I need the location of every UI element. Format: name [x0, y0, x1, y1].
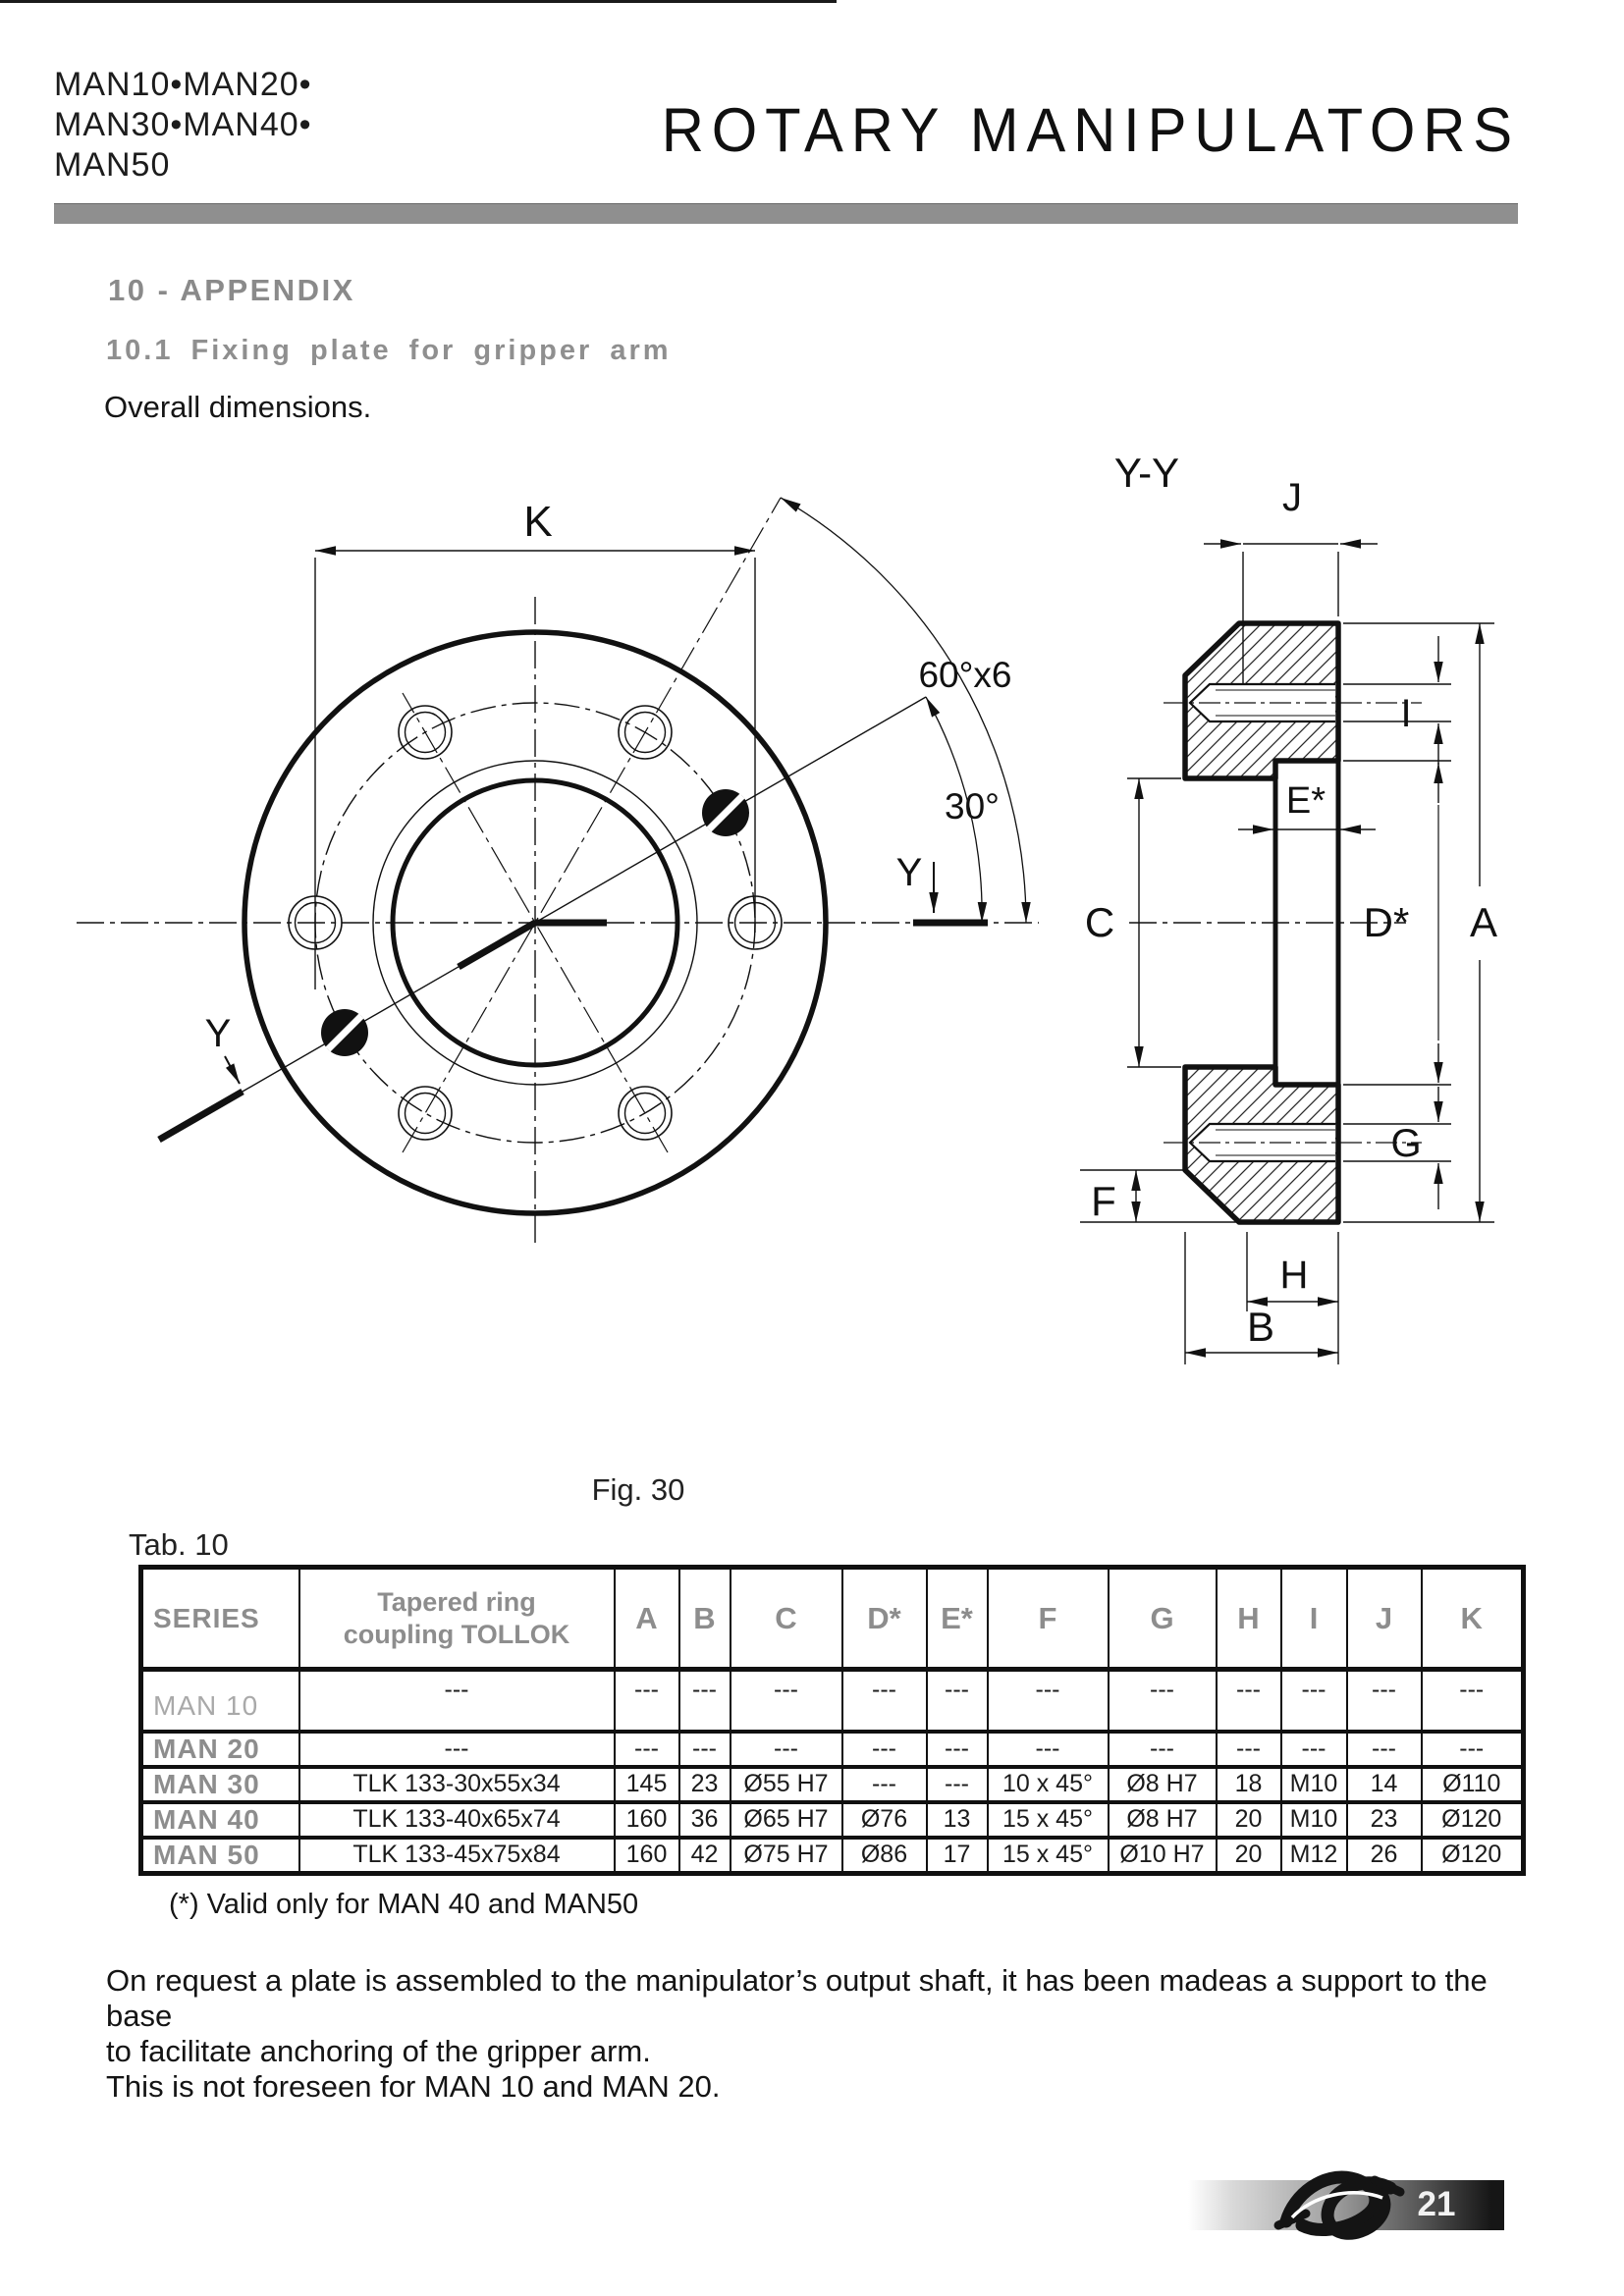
table-footnote: (*) Valid only for MAN 40 and MAN50 — [169, 1889, 639, 1920]
table-row — [141, 1732, 1524, 1767]
model-list-line1: MAN10•MAN20• — [54, 66, 312, 103]
dim-cell: --- — [1217, 1670, 1281, 1732]
dim-cell: --- — [679, 1670, 731, 1732]
dim-cell: --- — [1422, 1732, 1524, 1767]
page-number: 21 — [1417, 2185, 1456, 2223]
series-cell: MAN 40 — [141, 1802, 299, 1838]
series-cell: MAN 20 — [141, 1732, 299, 1767]
label-E: E* — [1285, 780, 1326, 822]
series-cell: MAN 30 — [141, 1767, 299, 1802]
dim-cell: Ø110 — [1422, 1767, 1524, 1802]
dim-cell: M12 — [1281, 1838, 1347, 1874]
dim-header-B: B — [679, 1568, 731, 1670]
series-cell: MAN 50 — [141, 1838, 299, 1874]
dim-cell: 26 — [1347, 1838, 1422, 1874]
dim-header-H: H — [1217, 1568, 1281, 1670]
dim-cell: --- — [679, 1732, 731, 1767]
dim-header-E: E* — [927, 1568, 988, 1670]
tollok-cell: TLK 133-45x75x84 — [299, 1838, 615, 1874]
table-row — [141, 1767, 1524, 1802]
dim-cell: 13 — [927, 1802, 988, 1838]
dim-cell: Ø120 — [1422, 1838, 1524, 1874]
table-label: Tab. 10 — [129, 1527, 229, 1562]
dim-cell: --- — [1422, 1670, 1524, 1732]
dim-cell: 14 — [1347, 1767, 1422, 1802]
dim-cell: --- — [842, 1670, 927, 1732]
tollok-cell: --- — [299, 1732, 615, 1767]
dim-header-A: A — [615, 1568, 679, 1670]
dim-cell: 15 x 45° — [988, 1802, 1109, 1838]
label-B: B — [1246, 1304, 1275, 1350]
label-H: H — [1279, 1254, 1309, 1297]
knot-logo-icon — [1272, 2157, 1406, 2251]
dim-cell: --- — [615, 1670, 679, 1732]
dim-cell: --- — [988, 1670, 1109, 1732]
body-paragraph — [106, 1963, 1540, 2105]
dim-cell: --- — [842, 1767, 927, 1802]
dim-cell: Ø8 H7 — [1109, 1767, 1217, 1802]
dim-cell: 36 — [679, 1802, 731, 1838]
dim-cell: --- — [1281, 1732, 1347, 1767]
section-heading: 10 - APPENDIX — [108, 273, 355, 307]
label-J: J — [1282, 476, 1302, 519]
dim-cell: --- — [1217, 1732, 1281, 1767]
dim-cell: Ø10 H7 — [1109, 1838, 1217, 1874]
dim-cell: --- — [927, 1670, 988, 1732]
dim-header-I: I — [1281, 1568, 1347, 1670]
label-Y-right: Y — [895, 851, 923, 894]
label-YY: Y-Y — [1113, 450, 1180, 496]
tollok-cell: TLK 133-40x65x74 — [299, 1802, 615, 1838]
dim-cell: Ø65 H7 — [731, 1802, 842, 1838]
dim-cell: --- — [1109, 1732, 1217, 1767]
label-30: 30° — [945, 786, 1000, 827]
dim-cell: Ø55 H7 — [731, 1767, 842, 1802]
section-arrow-left — [225, 1056, 240, 1084]
tollok-header-line2: coupling TOLLOK — [343, 1619, 570, 1649]
body-line2: to facilitate anchoring of the gripper arm. — [106, 2034, 651, 2068]
dim-cell: --- — [1347, 1732, 1422, 1767]
table-row — [141, 1802, 1524, 1838]
dim-cell: 17 — [927, 1838, 988, 1874]
figure-caption: Fig. 30 — [591, 1472, 685, 1507]
tapped-hole-I — [1164, 684, 1422, 721]
bolt-hole-240 — [399, 1087, 452, 1140]
dim-cell: 18 — [1217, 1767, 1281, 1802]
tapped-hole-210 — [321, 1009, 368, 1056]
model-list-line3: MAN50 — [54, 146, 171, 184]
dim-cell: 15 x 45° — [988, 1838, 1109, 1874]
dim-cell: --- — [731, 1732, 842, 1767]
dim-cell: 42 — [679, 1838, 731, 1874]
dim-cell: 145 — [615, 1767, 679, 1802]
dim-cell: Ø8 H7 — [1109, 1802, 1217, 1838]
label-60x6: 60°x6 — [918, 655, 1012, 695]
dim-header-F: F — [988, 1568, 1109, 1670]
tollok-header — [299, 1568, 615, 1670]
dim-cell: --- — [927, 1767, 988, 1802]
dim-cell: Ø76 — [842, 1802, 927, 1838]
dim-header-C: C — [731, 1568, 842, 1670]
section-view — [1080, 544, 1494, 1364]
label-A: A — [1469, 899, 1498, 945]
series-header: SERIES — [141, 1568, 299, 1670]
dim-header-G: G — [1109, 1568, 1217, 1670]
dim-cell: Ø75 H7 — [731, 1838, 842, 1874]
front-view — [77, 498, 1039, 1249]
dimension-table — [138, 1565, 1526, 1876]
dim-cell: 20 — [1217, 1802, 1281, 1838]
label-F: F — [1091, 1178, 1116, 1224]
dim-cell: --- — [842, 1732, 927, 1767]
dim-cell: --- — [731, 1670, 842, 1732]
label-G: G — [1390, 1122, 1422, 1165]
section-subheading: 10.1 Fixing plate for gripper arm — [106, 335, 672, 366]
dim-cell: 160 — [615, 1802, 679, 1838]
tollok-header-line1: Tapered ring — [377, 1586, 536, 1617]
dim-header-J: J — [1347, 1568, 1422, 1670]
intro-text: Overall dimensions. — [104, 390, 372, 424]
dim-cell: M10 — [1281, 1767, 1347, 1802]
dim-header-K: K — [1422, 1568, 1524, 1670]
series-cell: MAN 10 — [141, 1670, 299, 1732]
dim-cell: --- — [1109, 1670, 1217, 1732]
dim-cell: --- — [1347, 1670, 1422, 1732]
tapped-hole-G — [1164, 1124, 1422, 1161]
dim-cell: 160 — [615, 1838, 679, 1874]
model-list-line2: MAN30•MAN40• — [54, 106, 312, 143]
label-Y-left: Y — [204, 1012, 232, 1055]
dim-cell: Ø120 — [1422, 1802, 1524, 1838]
label-C: C — [1084, 899, 1115, 945]
table-row — [141, 1838, 1524, 1874]
label-I: I — [1400, 692, 1412, 735]
dim-cell: 10 x 45° — [988, 1767, 1109, 1802]
label-D: D* — [1363, 899, 1410, 945]
dim-cell: --- — [615, 1732, 679, 1767]
tapped-hole-30 — [702, 789, 749, 836]
dim-cell: 20 — [1217, 1838, 1281, 1874]
dim-cell: 23 — [679, 1767, 731, 1802]
body-line1: On request a plate is assembled to the manipulator’s output shaft, it has been madeas a support to the base — [106, 1963, 1488, 2033]
document-title: ROTARY MANIPULATORS — [661, 95, 1520, 165]
table-header-row — [141, 1568, 1524, 1670]
dim-cell: 23 — [1347, 1802, 1422, 1838]
body-line3: This is not foreseen for MAN 10 and MAN 20. — [106, 2069, 721, 2104]
dim-cell: --- — [1281, 1670, 1347, 1732]
table-row — [141, 1670, 1524, 1732]
tollok-cell: --- — [299, 1670, 615, 1732]
section-plane-stubs — [159, 923, 988, 1140]
dim-cell: --- — [988, 1732, 1109, 1767]
tollok-cell: TLK 133-30x55x34 — [299, 1767, 615, 1802]
dim-cell: M10 — [1281, 1802, 1347, 1838]
dim-header-D: D* — [842, 1568, 927, 1670]
label-K: K — [523, 498, 553, 546]
dim-cell: --- — [927, 1732, 988, 1767]
dim-cell: Ø86 — [842, 1838, 927, 1874]
table-body — [141, 1670, 1524, 1874]
